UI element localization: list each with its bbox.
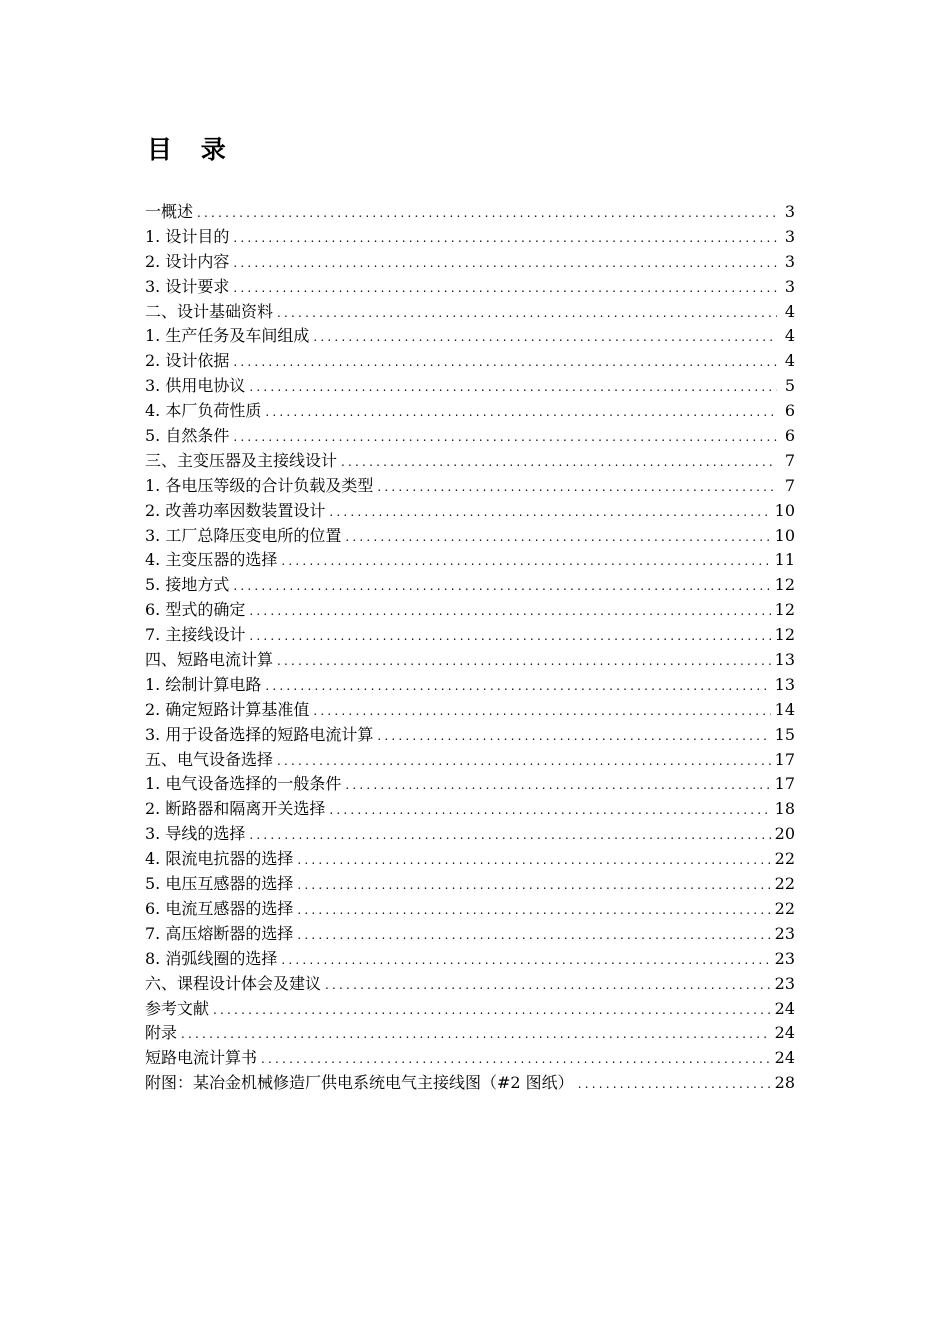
toc-entry-leader-dots [261, 1047, 771, 1071]
toc-entry-leader-dots [281, 948, 770, 972]
toc-entry-label: 参考文献 [145, 998, 210, 1018]
toc-entry-page-number: 23 [774, 948, 795, 968]
toc-entry [145, 598, 795, 623]
toc-entry [145, 847, 795, 872]
toc-entry-label: 3. 设计要求 [145, 276, 230, 296]
toc-entry-label: 3. 供用电协议 [145, 376, 246, 396]
toc-entry [145, 349, 795, 374]
toc-entry-page-number: 6 [784, 426, 795, 446]
toc-entry-label: 5. 接地方式 [145, 575, 230, 595]
toc-entry-label: 二、设计基础资料 [145, 301, 274, 321]
toc-entry-leader-dots [233, 226, 777, 250]
toc-entry-page-number: 10 [774, 525, 795, 545]
toc-entry [145, 275, 795, 300]
toc-entry-label: 六、课程设计体会及建议 [145, 973, 322, 993]
toc-list [145, 200, 795, 1096]
toc-entry [145, 623, 795, 648]
toc-entry [145, 524, 795, 549]
toc-entry-label: 1. 绘制计算电路 [145, 674, 262, 694]
toc-entry-leader-dots [249, 624, 770, 648]
toc-entry [145, 324, 795, 349]
toc-entry [145, 399, 795, 424]
toc-entry-leader-dots [233, 350, 777, 374]
toc-entry-page-number: 10 [774, 500, 795, 520]
toc-entry-page-number: 4 [784, 351, 795, 371]
toc-entry [145, 748, 795, 773]
toc-entry [145, 200, 795, 225]
toc-entry-leader-dots [345, 525, 770, 549]
toc-entry [145, 573, 795, 598]
toc-entry-label: 四、短路电流计算 [145, 650, 274, 670]
toc-entry-label: 三、主变压器及主接线设计 [145, 450, 338, 470]
toc-entry [145, 698, 795, 723]
toc-entry [145, 449, 795, 474]
toc-entry [145, 772, 795, 797]
toc-entry-leader-dots [297, 848, 770, 872]
toc-entry-label: 2. 确定短路计算基准值 [145, 699, 310, 719]
toc-entry-label: 6. 型式的确定 [145, 600, 246, 620]
toc-entry-leader-dots [578, 1072, 771, 1096]
toc-entry-page-number: 13 [774, 650, 795, 670]
toc-entry [145, 424, 795, 449]
toc-entry-page-number: 24 [774, 1048, 795, 1068]
toc-entry-leader-dots [277, 749, 771, 773]
toc-entry-label: 3. 用于设备选择的短路电流计算 [145, 724, 374, 744]
toc-entry [145, 673, 795, 698]
toc-entry [145, 648, 795, 673]
toc-entry [145, 374, 795, 399]
toc-entry-leader-dots [213, 998, 771, 1022]
toc-entry-leader-dots [377, 724, 770, 748]
toc-entry-page-number: 18 [774, 799, 795, 819]
toc-entry-page-number: 13 [774, 674, 795, 694]
toc-entry-leader-dots [233, 574, 770, 598]
toc-entry-leader-dots [233, 251, 777, 275]
toc-entry-page-number: 24 [774, 1023, 795, 1043]
toc-entry-label: 5. 自然条件 [145, 426, 230, 446]
toc-entry [145, 723, 795, 748]
toc-entry-label: 一概述 [145, 202, 194, 221]
toc-entry-page-number: 17 [774, 749, 795, 769]
toc-entry-page-number: 7 [784, 450, 795, 470]
toc-entry [145, 872, 795, 897]
toc-entry [145, 225, 795, 250]
toc-entry-page-number: 11 [774, 550, 795, 570]
toc-entry-page-number: 4 [784, 301, 795, 321]
toc-entry-label: 附图：某冶金机械修造厂供电系统电气主接线图（#2 图纸） [145, 1073, 574, 1093]
toc-entry-label: 5. 电压互感器的选择 [145, 874, 294, 894]
toc-entry-leader-dots [233, 276, 777, 300]
toc-entry [145, 1021, 795, 1046]
toc-entry-leader-dots [297, 923, 770, 947]
toc-entry-leader-dots [341, 450, 777, 474]
toc-entry-leader-dots [233, 425, 777, 449]
toc-entry-page-number: 28 [774, 1073, 795, 1093]
toc-entry-leader-dots [313, 699, 770, 723]
toc-entry-leader-dots [297, 873, 770, 897]
toc-entry-leader-dots [265, 400, 777, 424]
toc-entry [145, 548, 795, 573]
toc-entry-leader-dots [249, 375, 777, 399]
toc-entry-leader-dots [277, 301, 777, 325]
toc-entry-label: 1. 生产任务及车间组成 [145, 326, 310, 346]
toc-entry [145, 922, 795, 947]
toc-entry-page-number: 6 [784, 401, 795, 421]
toc-entry-leader-dots [297, 898, 770, 922]
toc-entry-page-number: 22 [774, 849, 795, 869]
toc-entry-label: 6. 电流互感器的选择 [145, 898, 294, 918]
toc-entry-leader-dots [249, 823, 770, 847]
toc-entry-leader-dots [377, 475, 777, 499]
toc-entry-page-number: 23 [774, 923, 795, 943]
toc-entry-label: 7. 高压熔断器的选择 [145, 923, 294, 943]
toc-entry-label: 五、电气设备选择 [145, 749, 274, 769]
toc-entry-leader-dots [197, 201, 777, 225]
toc-entry-page-number: 22 [774, 874, 795, 894]
toc-entry-label: 2. 设计内容 [145, 251, 230, 271]
toc-entry-leader-dots [329, 798, 770, 822]
toc-entry-label: 4. 主变压器的选择 [145, 550, 278, 570]
toc-entry-page-number: 12 [774, 575, 795, 595]
toc-entry-leader-dots [277, 649, 771, 673]
toc-entry-page-number: 15 [774, 724, 795, 744]
toc-entry-page-number: 12 [774, 600, 795, 620]
toc-entry [145, 300, 795, 325]
toc-entry-page-number: 23 [774, 973, 795, 993]
toc-entry-label: 7. 主接线设计 [145, 625, 246, 645]
toc-entry [145, 499, 795, 524]
toc-entry [145, 1046, 795, 1071]
toc-entry-label: 8. 消弧线圈的选择 [145, 948, 278, 968]
toc-entry-page-number: 3 [784, 202, 795, 221]
toc-entry-label: 4. 限流电抗器的选择 [145, 849, 294, 869]
toc-entry-leader-dots [249, 599, 770, 623]
toc-entry [145, 250, 795, 275]
toc-entry-leader-dots [181, 1022, 771, 1046]
toc-entry [145, 947, 795, 972]
toc-entry-page-number: 3 [784, 251, 795, 271]
toc-entry-label: 3. 导线的选择 [145, 824, 246, 844]
toc-entry-label: 1. 各电压等级的合计负载及类型 [145, 475, 374, 495]
toc-entry-page-number: 12 [774, 625, 795, 645]
toc-entry-page-number: 14 [774, 699, 795, 719]
toc-entry-label: 2. 设计依据 [145, 351, 230, 371]
toc-entry-page-number: 17 [774, 774, 795, 794]
toc-entry [145, 1071, 795, 1096]
toc-entry [145, 972, 795, 997]
toc-entry-page-number: 7 [784, 475, 795, 495]
toc-entry-page-number: 3 [784, 276, 795, 296]
toc-entry-page-number: 5 [784, 376, 795, 396]
toc-entry-leader-dots [329, 500, 770, 524]
toc-entry [145, 474, 795, 499]
toc-entry-leader-dots [265, 674, 770, 698]
toc-entry-page-number: 24 [774, 998, 795, 1018]
toc-entry-label: 附录 [145, 1023, 178, 1043]
toc-entry [145, 997, 795, 1022]
toc-entry-page-number: 3 [784, 226, 795, 246]
toc-entry [145, 797, 795, 822]
toc-entry-label: 4. 本厂负荷性质 [145, 401, 262, 421]
toc-entry-leader-dots [325, 973, 771, 997]
toc-entry-leader-dots [281, 549, 770, 573]
toc-entry-label: 短路电流计算书 [145, 1048, 258, 1068]
toc-entry-page-number: 20 [774, 824, 795, 844]
toc-entry-label: 2. 断路器和隔离开关选择 [145, 799, 326, 819]
toc-entry-label: 2. 改善功率因数装置设计 [145, 500, 326, 520]
toc-entry-leader-dots [313, 325, 777, 349]
toc-entry-leader-dots [345, 773, 770, 797]
toc-entry-label: 3. 工厂总降压变电所的位置 [145, 525, 342, 545]
toc-entry [145, 822, 795, 847]
toc-title: 目 录 [147, 135, 236, 164]
toc-entry-page-number: 4 [784, 326, 795, 346]
toc-entry-label: 1. 电气设备选择的一般条件 [145, 774, 342, 794]
toc-entry [145, 897, 795, 922]
toc-entry-label: 1. 设计目的 [145, 226, 230, 246]
toc-entry-page-number: 22 [774, 898, 795, 918]
